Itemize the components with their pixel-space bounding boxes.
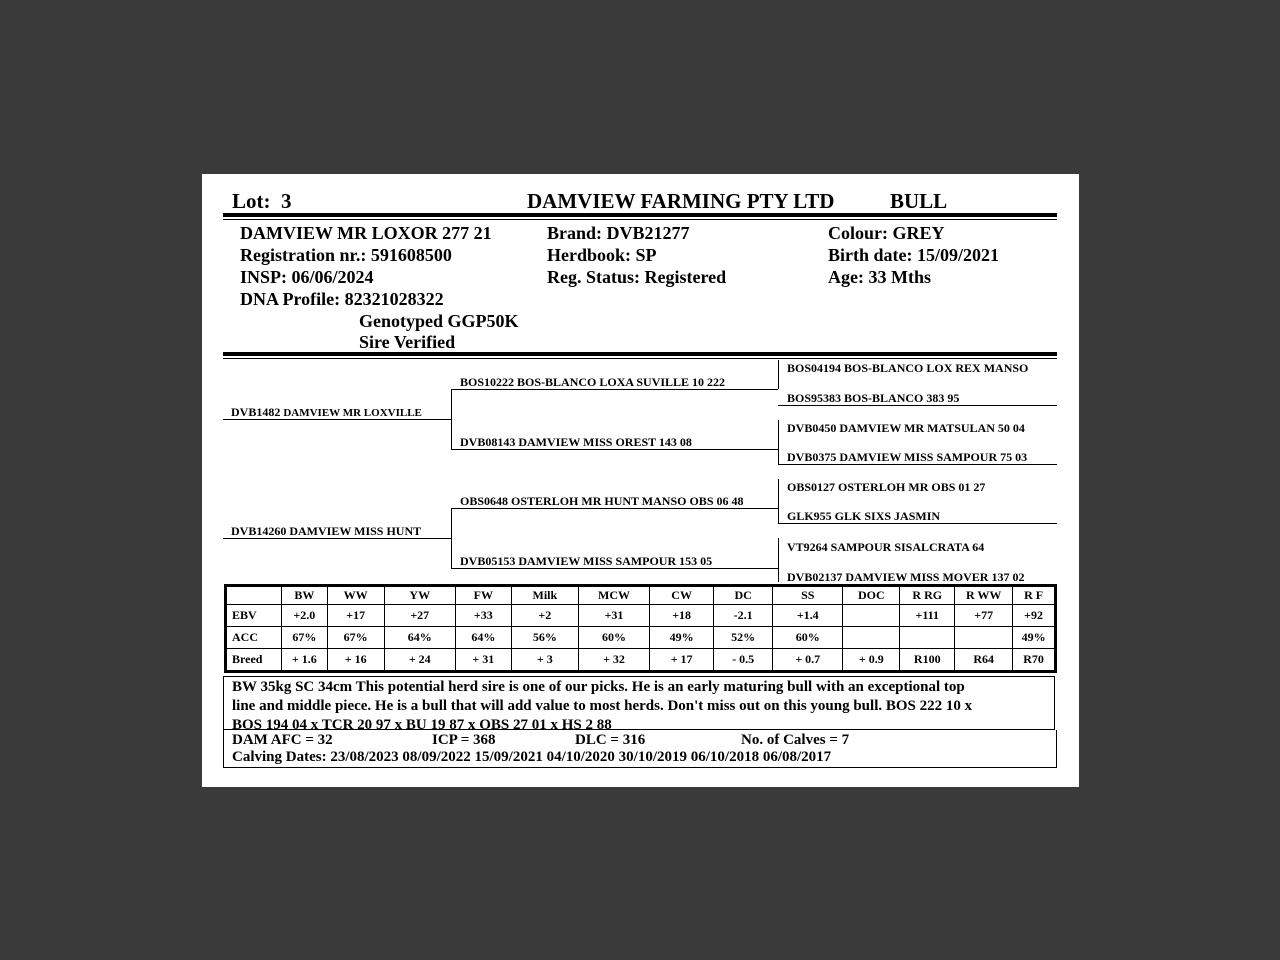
age: Age: 33 Mths (828, 267, 931, 287)
ebv-column-header: CW (650, 586, 714, 605)
header-divider (223, 213, 1057, 217)
pedigree-sire-sire: BOS10222 BOS-BLANCO LOXA SUVILLE 10 222 (460, 375, 726, 389)
ebv-cell: 49% (1013, 627, 1056, 649)
colour: Colour: GREY (828, 223, 945, 243)
ebv-cell: 64% (384, 627, 455, 649)
ebv-cell: + 32 (578, 649, 649, 672)
sex-label: BULL (890, 189, 948, 213)
comment-box (223, 676, 1055, 733)
sd-line (451, 449, 778, 450)
ds-line (451, 508, 778, 509)
header-divider-thin (223, 219, 1057, 220)
pedigree-gg-5: OBS0127 OSTERLOH MR OBS 01 27 (787, 480, 986, 494)
pedigree-gg-2: BOS95383 BOS-BLANCO 383 95 (787, 391, 960, 405)
dam-line (223, 538, 451, 539)
ebv-cell: + 31 (455, 649, 511, 672)
ebv-row-label: ACC (226, 627, 282, 649)
ebv-column-header: BW (281, 586, 327, 605)
calving-dates: Calving Dates: 23/08/2023 08/09/2022 15/09/2021 04/10/2020 30/10/2019 06/10/2018 06/08/2017 (232, 749, 832, 765)
ebv-column-header: R F (1013, 586, 1056, 605)
dd-line (451, 568, 778, 569)
dam-calves: No. of Calves = 7 (741, 732, 850, 748)
lot-card (202, 174, 1079, 787)
ebv-cell: - 0.5 (714, 649, 773, 672)
sire-verified: Sire Verified (359, 332, 456, 352)
ebv-row (226, 605, 1056, 627)
animal-name: DAMVIEW MR LOXOR 277 21 (240, 223, 492, 243)
ebv-cell: 64% (455, 627, 511, 649)
pedigree-gg-1: BOS04194 BOS-BLANCO LOX REX MANSO (787, 361, 1029, 375)
ebv-cell: -2.1 (714, 605, 773, 627)
sire-code: DVB1482 (231, 405, 281, 419)
ebv-row-label: EBV (226, 605, 282, 627)
pedigree-gg-6: GLK955 GLK SIXS JASMIN (787, 509, 941, 523)
gg-line-1 (778, 405, 1057, 406)
pedigree-dam-sire: OBS0648 OSTERLOH MR HUNT MANSO OBS 06 48 (460, 494, 744, 508)
ebv-cell: 67% (281, 627, 327, 649)
ebv-column-header: SS (773, 586, 843, 605)
ebv-header-row (226, 586, 1056, 605)
ebv-column-header: DOC (843, 586, 900, 605)
pedigree-dam-dam: DVB05153 DAMVIEW MISS SAMPOUR 153 05 (460, 554, 713, 568)
dna-profile: DNA Profile: 82321028322 (240, 289, 444, 309)
ebv-cell: 60% (578, 627, 649, 649)
ebv-cell: +18 (650, 605, 714, 627)
ebv-cell (955, 627, 1013, 649)
pedigree-dam (231, 524, 421, 539)
lot-number: 3 (281, 189, 292, 213)
ebv-cell: + 16 (327, 649, 384, 672)
dam-icp: ICP = 368 (432, 732, 496, 748)
ebv-column-header: FW (455, 586, 511, 605)
ebv-column-header (226, 586, 282, 605)
ebv-cell: +77 (955, 605, 1013, 627)
ebv-cell: +31 (578, 605, 649, 627)
ebv-column-header: R WW (955, 586, 1013, 605)
ebv-cell: +2 (511, 605, 578, 627)
ss-bracket (778, 360, 779, 389)
ebv-cell: 60% (773, 627, 843, 649)
ebv-column-header: R RG (900, 586, 955, 605)
ebv-cell: +33 (455, 605, 511, 627)
pedigree-gg-8: DVB02137 DAMVIEW MISS MOVER 137 02 (787, 570, 1025, 584)
reg-status: Reg. Status: Registered (547, 267, 727, 287)
ebv-table (224, 584, 1057, 673)
ebv-cell: +2.0 (281, 605, 327, 627)
ebv-column-header: YW (384, 586, 455, 605)
herdbook: Herdbook: SP (547, 245, 657, 265)
ebv-cell: +17 (327, 605, 384, 627)
pedigree-gg-3: DVB0450 DAMVIEW MR MATSULAN 50 04 (787, 421, 1025, 435)
pedigree-gg-7: VT9264 SAMPOUR SISALCRATA 64 (787, 540, 985, 554)
company-name: DAMVIEW FARMING PTY LTD (527, 189, 835, 213)
ebv-cell (843, 627, 900, 649)
dam-name: DAMVIEW MISS HUNT (289, 524, 422, 538)
ebv-cell: 67% (327, 627, 384, 649)
ebv-cell: +27 (384, 605, 455, 627)
ebv-column-header: Milk (511, 586, 578, 605)
sire-bracket (451, 389, 452, 449)
ebv-cell: + 0.9 (843, 649, 900, 672)
info-divider-thin (223, 358, 1057, 359)
ebv-cell: 56% (511, 627, 578, 649)
ebv-cell: + 24 (384, 649, 455, 672)
ebv-row-label: Breed (226, 649, 282, 672)
ebv-cell (900, 627, 955, 649)
dd-bracket (778, 538, 779, 582)
registration-number: Registration nr.: 591608500 (240, 245, 452, 265)
ebv-cell: 52% (714, 627, 773, 649)
ebv-cell: + 17 (650, 649, 714, 672)
genotyped: Genotyped GGP50K (359, 311, 519, 331)
ebv-column-header: MCW (578, 586, 649, 605)
dam-code: DVB14260 (231, 524, 287, 538)
comment-line-2: line and middle piece. He is a bull that will add value to most herds. Don't miss out on this young bull. BOS 222 10 x (232, 698, 973, 714)
ebv-cell: 49% (650, 627, 714, 649)
ebv-cell: R100 (900, 649, 955, 672)
comment-line-3: BOS 194 04 x TCR 20 97 x BU 19 87 x OBS 27 01 x HS 2 88 (232, 717, 612, 733)
comment-line-1: BW 35kg SC 34cm This potential herd sire is one of our picks. He is an early maturing bull with an exceptional top (232, 679, 965, 695)
birth-date: Birth date: 15/09/2021 (828, 245, 999, 265)
ebv-cell: R70 (1013, 649, 1056, 672)
lot-label-text: Lot: (232, 189, 271, 213)
dam-bracket (451, 508, 452, 568)
ds-bracket (778, 479, 779, 523)
brand: Brand: DVB21277 (547, 223, 690, 243)
ebv-cell (843, 605, 900, 627)
sd-bracket (778, 420, 779, 464)
dam-afc: DAM AFC = 32 (232, 732, 333, 748)
insp-date: INSP: 06/06/2024 (240, 267, 374, 287)
sire-name: DAMVIEW MR LOXVILLE (283, 407, 422, 419)
ebv-cell: +92 (1013, 605, 1056, 627)
ss-line (451, 389, 778, 390)
ebv-cell: + 3 (511, 649, 578, 672)
ebv-row (226, 627, 1056, 649)
gg-line-2 (778, 464, 1057, 465)
ebv-cell: + 1.6 (281, 649, 327, 672)
dam-stats-box (223, 730, 1057, 768)
pedigree-sire (231, 405, 422, 420)
ebv-cell: + 0.7 (773, 649, 843, 672)
pedigree-sire-dam: DVB08143 DAMVIEW MISS OREST 143 08 (460, 435, 692, 449)
gg-line-3 (778, 523, 1057, 524)
lot-label (232, 189, 292, 214)
pedigree-gg-4: DVB0375 DAMVIEW MISS SAMPOUR 75 03 (787, 450, 1028, 464)
sire-line (223, 419, 451, 420)
ebv-cell: R64 (955, 649, 1013, 672)
info-divider (223, 352, 1057, 356)
dam-dlc: DLC = 316 (575, 732, 646, 748)
ebv-row (226, 649, 1056, 672)
ebv-column-header: DC (714, 586, 773, 605)
ebv-cell: +1.4 (773, 605, 843, 627)
ebv-cell: +111 (900, 605, 955, 627)
ebv-column-header: WW (327, 586, 384, 605)
ebv-table-body (226, 586, 1056, 672)
